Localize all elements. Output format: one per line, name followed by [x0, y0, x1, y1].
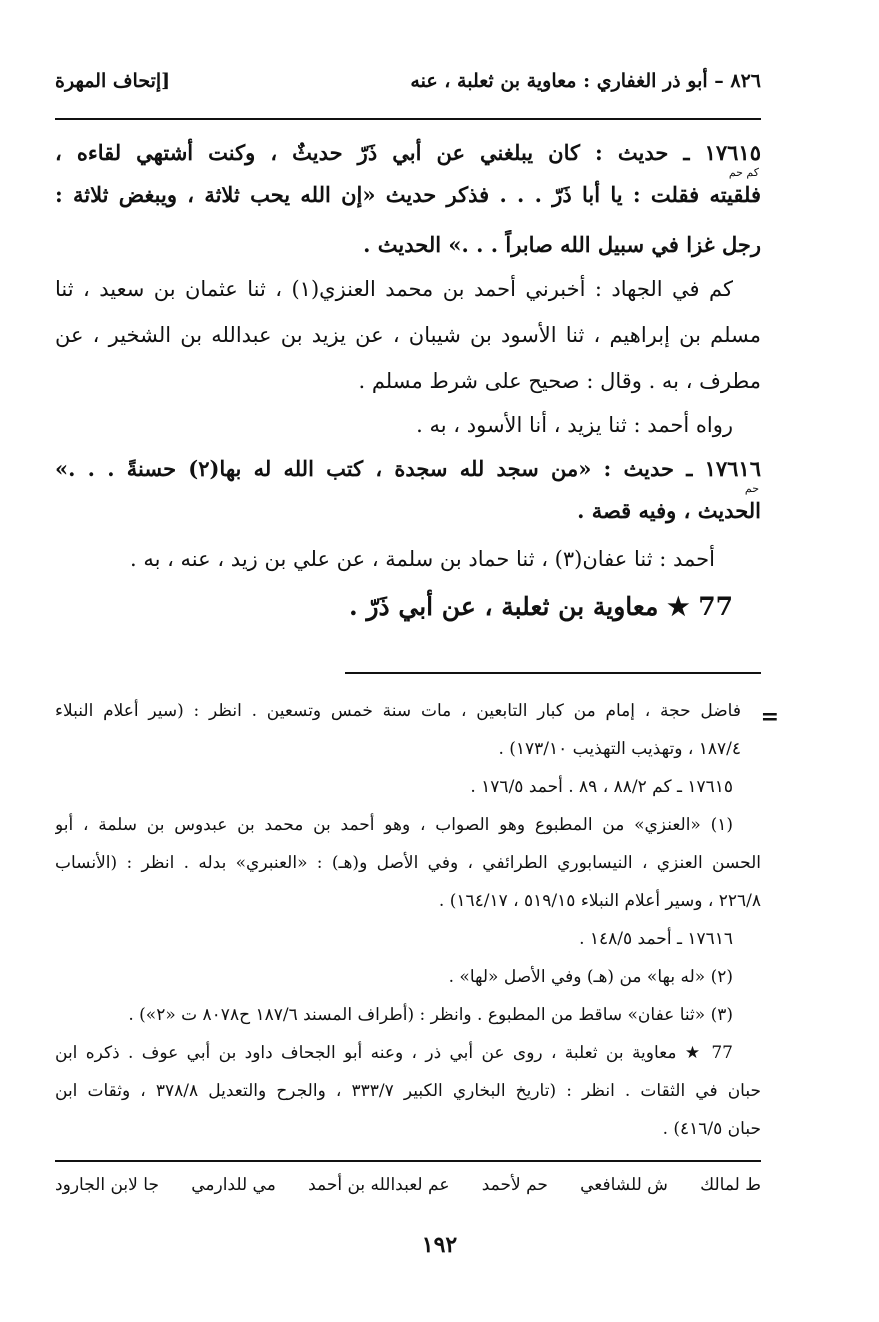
main-line-7: رواه أحمد : ثنا يزيد ، أنا الأسود ، به .	[416, 413, 733, 437]
main-line-3: رجل غزا في سبيل الله صابراً . . .» الحديث .	[363, 232, 761, 257]
running-header-title: ٨٢٦ – أبو ذر الغفاري : معاوية بن ثعلبة ، عنه	[410, 70, 761, 92]
abbrev-item: مي للدارمي	[191, 1175, 276, 1195]
abbrev-item: عم لعبدالله بن أحمد	[308, 1175, 450, 1195]
abbreviations-key	[55, 1175, 761, 1195]
main-line-5: مسلم بن إبراهيم ، ثنا الأسود بن شيبان ، عن يزيد بن عبدالله بن الشخير ، عن	[55, 323, 761, 347]
footnote-line-8: (٢) «له بها» من (هـ) وفي الأصل «لها» .	[448, 967, 733, 987]
page-number: ١٩٢	[421, 1232, 458, 1258]
footnote-line-1: فاضل حجة ، إمام من كبار التابعين ، مات سنة خمس وتسعين . انظر : (سير أعلام النبلاء	[55, 701, 741, 721]
footnote-line-5: الحسن العنزي ، النيسابوري الطرائفي ، وفي الأصل و(هـ) : «العنبري» بدله . انظر : (الأنساب	[55, 853, 761, 873]
abbrev-item: ط لمالك	[700, 1175, 761, 1195]
footnote-line-2: ١٨٧/٤ ، وتهذيب التهذيب ١٧٣/١٠) .	[498, 739, 741, 759]
main-line-10: أحمد : ثنا عفان(٣) ، ثنا حماد بن سلمة ، عن علي بن زيد ، عنه ، به .	[129, 547, 715, 571]
footnote-line-7: ١٧٦١٦ ـ أحمد ١٤٨/٥ .	[579, 929, 733, 949]
abbrev-item: جا لابن الجارود	[55, 1175, 159, 1195]
siglum-kam-hum: كم حم	[728, 166, 759, 179]
abbrev-item: ش للشافعي	[580, 1175, 668, 1195]
main-line-9: الحديث ، وفيه قصة .	[577, 498, 761, 523]
footnote-line-4: (١) «العنزي» من المطبوع وهو الصواب ، وهو أحمد بن محمد بن عبدوس بن سلمة ، أبو	[55, 815, 733, 835]
footnote-line-6: ٢٢٦/٨ ، وسير أعلام النبلاء ٥١٩/١٥ ، ١٦٤/١٧) .	[438, 891, 761, 911]
abbrev-item: حم لأحمد	[481, 1175, 548, 1195]
siglum-hum: حم	[744, 482, 759, 495]
main-line-6: مطرف ، به . وقال : صحيح على شرط مسلم .	[358, 369, 761, 393]
continuation-mark: =	[760, 704, 779, 730]
footnote-line-10: 77 ★ معاوية بن ثعلبة ، روى عن أبي ذر ، وعنه أبو الجحاف داود بن أبي عوف . ذكره ابن	[55, 1043, 733, 1063]
footnote-line-11: حبان في الثقات . انظر : (تاريخ البخاري الكبير ٣٣٣/٧ ، والجرح والتعديل ٣٧٨/٨ ، وثقات ابن	[55, 1081, 761, 1101]
main-line-4: كم في الجهاد : أخبرني أحمد بن محمد العنزي(١) ، ثنا عثمان بن سعيد ، ثنا	[55, 277, 733, 301]
main-line-8: ١٧٦١٦ ـ حديث : «من سجد لله سجدة ، كتب الله له بها(٢) حسنةً . . .»	[55, 456, 761, 481]
main-line-1: ١٧٦١٥ ـ حديث : كان يبلغني عن أبي ذَرّ حديثٌ ، وكنت أشتهي لقاءه ،	[55, 140, 761, 165]
main-line-2: فلقيته فقلت : يا أبا ذَرّ . . . فذكر حديث «إن الله يحب ثلاثة ، ويبغض ثلاثة :	[55, 182, 761, 207]
running-header-book: [إتحاف المهرة	[55, 70, 171, 92]
footnote-line-9: (٣) «ثنا عفان» ساقط من المطبوع . وانظر : (أطراف المسند ١٨٧/٦ ح٨٠٧٨ ت «٢») .	[128, 1005, 733, 1025]
abbreviations-rule	[55, 1160, 761, 1162]
header-rule	[55, 118, 761, 120]
section-heading: 77 ★ معاوية بن ثعلبة ، عن أبي ذَرّ .	[349, 592, 733, 621]
footnote-rule	[345, 672, 761, 674]
footnote-line-12: حبان ٤١٦/٥) .	[662, 1119, 761, 1139]
footnote-line-3: ١٧٦١٥ ـ كم ٨٨/٢ ، ٨٩ . أحمد ١٧٦/٥ .	[470, 777, 733, 797]
